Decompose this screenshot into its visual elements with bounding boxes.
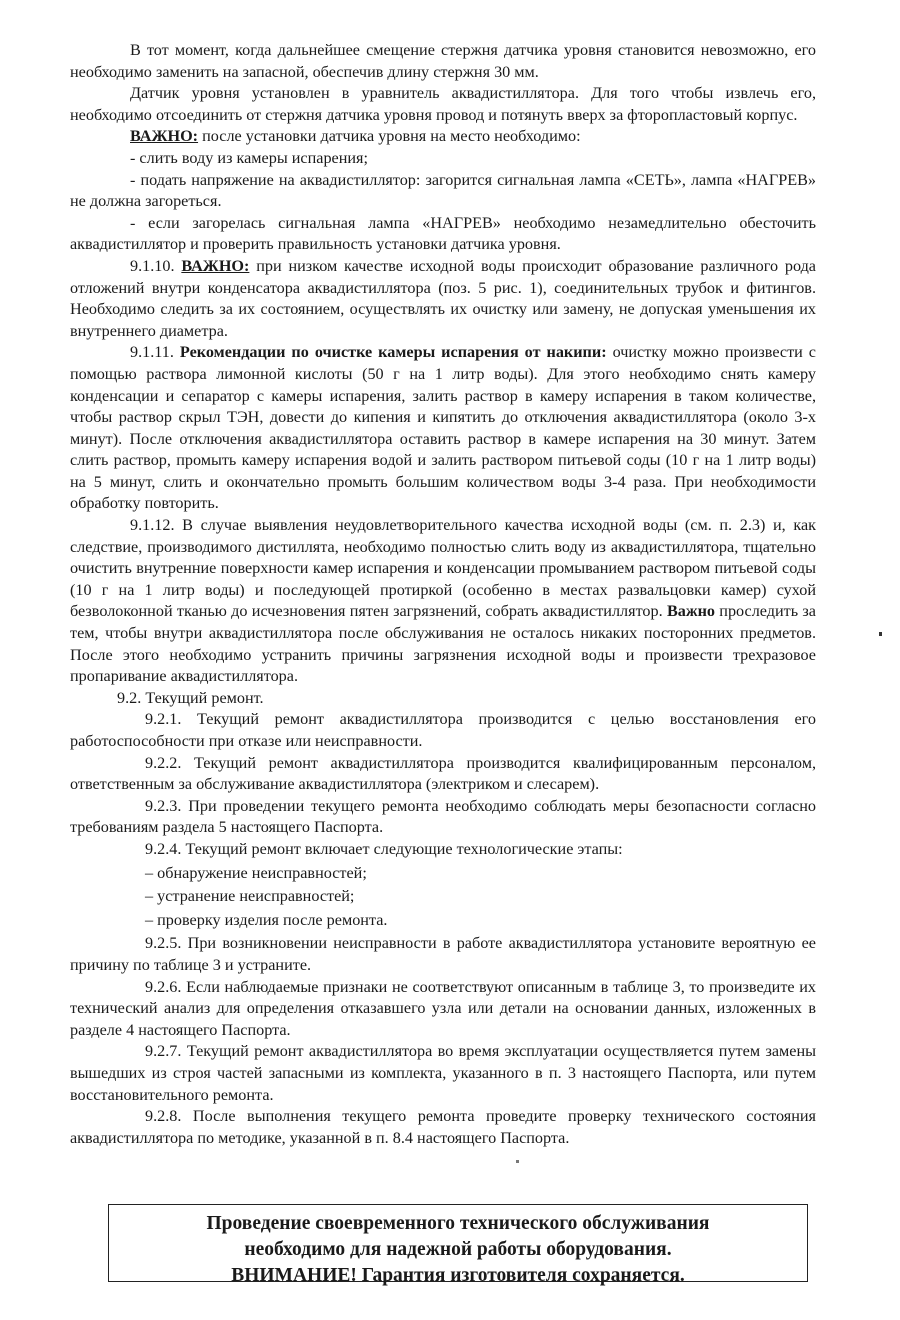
section-9-2-1: 9.2.1. Текущий ремонт аквадистиллятора производится с целью восстановления его работоспособности при отказе или неисправности. [70,710,816,750]
important-label: ВАЖНО: [130,127,199,146]
scan-artifact [516,1160,519,1163]
section-9-1-10 [70,256,816,342]
section-9-1-12 [70,515,816,688]
paragraph-sensor-replace: В тот момент, когда дальнейшее смещение стержня датчика уровня становится невозможно, его необходимо заменить на запасной, обеспечив длину стержня 30 мм. [70,41,816,81]
section-9-2-6: 9.2.6. Если наблюдаемые признаки не соответствуют описанным в таблице 3, то произведите их технический анализ для определения отказавшего узла или детали на основании данных, изложенных в разделе 4 настоящего Паспорта. [70,977,816,1039]
section-text: при низком качестве исходной воды происходит образование различного рода отложений внутри конденсатора аквадистиллятора (поз. 5 рис. 1), соединительных трубок и фитингов. Необходимо следить за их состоянием, осуществлять их очистку или замену, не допуская уменьшения их внутреннего диаметра. [70,256,816,340]
section-9-1-11 [70,342,816,515]
document-page [70,40,816,1149]
list-item: – проверку изделия после ремонта. [145,910,388,929]
scan-artifact [879,632,882,636]
section-text: В случае выявления неудовлетворительного качества исходной воды (см. п. 2.3) и, как следствие, производимого дистиллята, необходимо полностью слить воду из аквадистиллятора, тщательно очистить внутренние поверхности камер испарения и конденсации промыванием раствором питьевой соды (10 г на 1 литр воды) и последующей протиркой (особенно в местах развальцовки камер) сухой безволоконной тканью до исчезновения пятен загрязнений, собрать аквадистиллятор. [70,516,816,621]
important-text: после установки датчика уровня на место необходимо: [198,127,581,146]
section-9-2-8: 9.2.8. После выполнения текущего ремонта проведите проверку технического состояния аквадистиллятора по методике, указанной в п. 8.4 настоящего Паспорта. [70,1107,816,1147]
paragraph-important-after-install [70,126,816,148]
notice-line: ВНИМАНИЕ! Гарантия изготовителя сохраняется. [231,1265,685,1286]
maintenance-notice-box [108,1204,808,1286]
paragraph-sensor-location: Датчик уровня установлен в уравнитель аквадистиллятора. Для того чтобы извлечь его, необходимо отсоединить от стержня датчика уровня провод и потянуть вверх за фторопластовый корпус. [70,84,816,124]
section-9-2-2: 9.2.2. Текущий ремонт аквадистиллятора производится квалифицированным персоналом, ответственным за обслуживание аквадистиллятора (электриком и слесарем). [70,753,816,794]
list-item: – обнаружение неисправностей; [145,863,367,882]
section-9-2-3: 9.2.3. При проведении текущего ремонта необходимо соблюдать меры безопасности согласно требованиям раздела 5 настоящего Паспорта. [70,796,816,837]
section-heading: Рекомендации по очистке камеры испарения от накипи: [179,343,607,362]
notice-line: необходимо для надежной работы оборудования. [244,1239,672,1260]
list-item: - подать напряжение на аквадистиллятор: загорится сигнальная лампа «СЕТЬ», лампа «НАГРЕВ» не должна загореться. [70,170,816,211]
section-9-2-4: 9.2.4. Текущий ремонт включает следующие технологические этапы: [145,839,623,858]
section-number: 9.1.12. [130,516,175,535]
list-item: – устранение неисправностей; [145,887,355,906]
section-number: 9.1.11. [130,343,174,362]
section-number: 9.1.10. [130,256,175,275]
list-item: - если загорелась сигнальная лампа «НАГРЕВ» необходимо незамедлительно обесточить аквадистиллятор и проверить правильность установки датчика уровня. [70,213,816,254]
notice-line: Проведение своевременного технического обслуживания [206,1213,710,1234]
section-9-2-5: 9.2.5. При возникновении неисправности в работе аквадистиллятора установите вероятную ее причину по таблице 3 и устраните. [70,934,816,974]
section-9-2-7: 9.2.7. Текущий ремонт аквадистиллятора во время эксплуатации осуществляется путем замены вышедших из строя частей запасными из комплекта, указанного в п. 3 настоящего Паспорта, или путем восстановительного ремонта. [70,1042,816,1104]
list-item: - слить воду из камеры испарения; [130,148,368,167]
important-label: ВАЖНО: [181,256,250,275]
section-text: очистку можно произвести с помощью раствора лимонной кислоты (50 г на 1 литр воды). Для этого необходимо снять камеру конденсации и сепаратор с камеры испарения, залить раствор в камеру испарения в таком количестве, чтобы раствор скрыл ТЭН, довести до кипения и кипятить до отключения аквадистиллятора (около 3-х минут). После отключения аквадистиллятора оставить раствор в камере испарения на 30 минут. Затем слить раствор, промыть камеру испарения водой и залить раствором питьевой соды (10 г на 1 литр воды) на 5 минут, слить и окончательно промыть большим количеством воды 3-4 раза. При необходимости обработку повторить. [70,343,816,513]
section-text-continued: проследить за тем, чтобы внутри аквадистиллятора после обслуживания не осталось никаких посторонних предметов. После этого необходимо устранить причины загрязнения исходной воды и произвести трехразовое пропаривание аквадистиллятора. [70,602,816,686]
section-9-2-heading: 9.2. Текущий ремонт. [117,688,264,707]
important-word: Важно [666,602,716,621]
